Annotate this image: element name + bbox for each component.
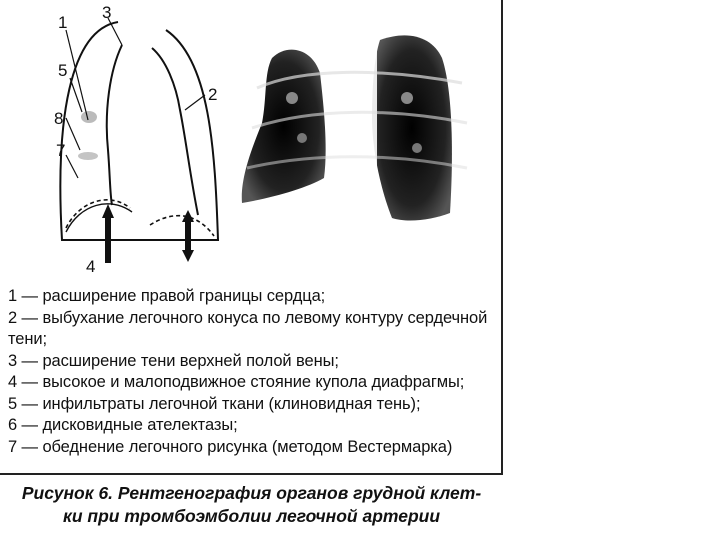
infiltrate-shadow (81, 111, 97, 123)
legend-item-2: 2 — выбухание легочного конуса по левому контуру сердечной тени; (8, 308, 488, 348)
label-4: 4 (86, 257, 96, 276)
caption-line-2: ки при тромбоэмболии легочной артерии (62, 506, 441, 526)
mediastinum-right-contour (107, 45, 122, 205)
legend-item-4: 4 — высокое и малоподвижное стояние купола диафрагмы; (8, 373, 465, 391)
chest-schematic (0, 0, 240, 280)
arrow-diaphragm-right (105, 215, 111, 263)
label-3: 3 (102, 3, 112, 22)
legend-item-6: 6 — дисковидные ателектазы; (8, 416, 238, 434)
diaphragm-right (66, 200, 130, 228)
figure-caption (0, 482, 503, 528)
diaphragm-left (150, 216, 214, 236)
xray-image (232, 28, 497, 233)
legend-item-7: 7 — обеднение легочного рисунка (методом Вестермарка) (8, 437, 453, 456)
label-5: 5 (58, 61, 68, 80)
legend (8, 286, 496, 458)
label-7: 7 (56, 141, 66, 160)
chest-outline (60, 22, 218, 240)
caption-line-1: Рисунок 6. Рентгенография органов грудной клет- (21, 483, 482, 503)
label-8: 8 (54, 109, 64, 128)
legend-item-1: 1 — расширение правой границы сердца; (8, 287, 326, 305)
label-1: 1 (58, 13, 68, 32)
legend-item-3: 3 — расширение тени верхней полой вены; (8, 351, 339, 370)
label-2: 2 (208, 85, 218, 104)
xray-left-lung (372, 35, 452, 220)
legend-item-5: 5 — инфильтраты легочной ткани (клиновидная тень); (8, 394, 421, 413)
atelectasis-disc (78, 152, 98, 160)
mediastinum-left-contour (152, 48, 198, 215)
